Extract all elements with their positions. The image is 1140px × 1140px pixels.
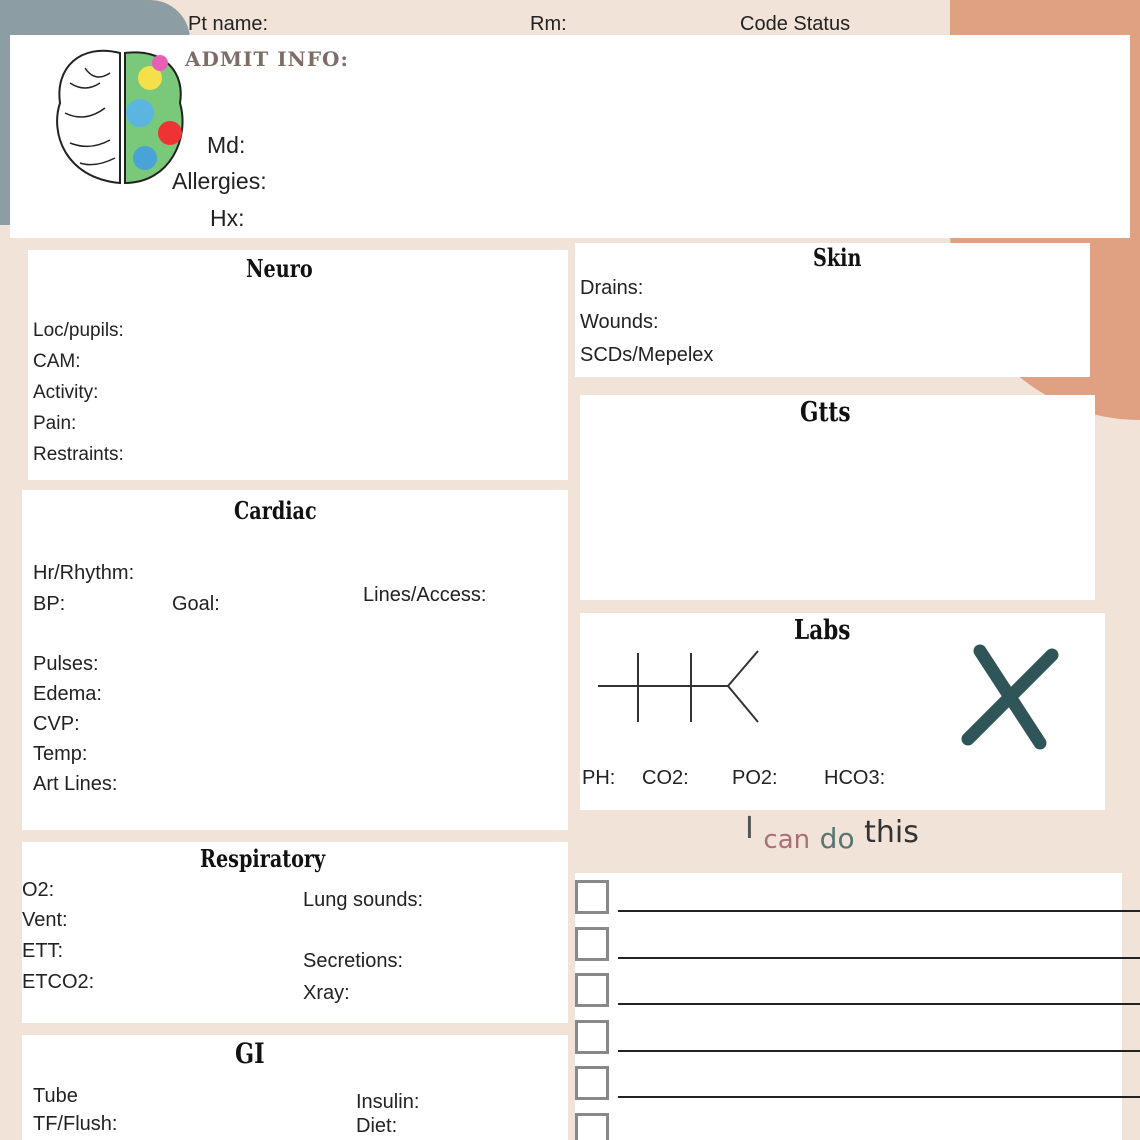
motto-word: I: [745, 811, 754, 846]
cardiac-title: Cardiac: [234, 496, 317, 525]
neuro-field: Restraints:: [33, 444, 124, 465]
diet-label: Diet:: [356, 1115, 398, 1137]
pt-name-label: Pt name:: [188, 13, 269, 35]
secretions-label: Secretions:: [303, 950, 404, 972]
checklist-line[interactable]: [618, 1003, 1140, 1005]
gtts-title: Gtts: [800, 397, 851, 428]
cardiac-field: Temp:: [33, 743, 88, 765]
admit-info-section: [10, 35, 1130, 238]
cardiac-field: Edema:: [33, 683, 102, 705]
goal-label: Goal:: [172, 593, 220, 615]
po2-label: PO2:: [732, 767, 778, 789]
admit-info-title: ADMIT INFO:: [185, 47, 349, 71]
resp-field: Vent:: [22, 909, 68, 931]
motto-text: [745, 811, 919, 855]
insulin-label: Insulin:: [356, 1091, 420, 1113]
hco3-label: HCO3:: [824, 767, 886, 789]
skin-title: Skin: [813, 243, 862, 272]
respiratory-section: [22, 842, 568, 1023]
lung-sounds-label: Lung sounds:: [303, 889, 424, 911]
skin-field: Drains:: [580, 277, 644, 299]
checklist-checkbox[interactable]: [575, 1113, 609, 1140]
resp-field: O2:: [22, 879, 55, 901]
resp-field: ETT:: [22, 940, 64, 962]
checklist-checkbox[interactable]: [575, 1066, 609, 1100]
neuro-title: Neuro: [246, 254, 313, 283]
resp-field: ETCO2:: [22, 971, 95, 993]
lines-access-label: Lines/Access:: [363, 584, 487, 606]
cardiac-field: CVP:: [33, 713, 80, 735]
checklist-line[interactable]: [618, 1050, 1140, 1052]
ph-label: PH:: [582, 767, 616, 789]
lab-fishbone-diagram: [598, 648, 768, 728]
x-mark-icon: [960, 643, 1060, 753]
gi-title: GI: [235, 1037, 265, 1070]
cardiac-field: Art Lines:: [33, 773, 118, 795]
tf-flush-label: TF/Flush:: [33, 1113, 118, 1135]
neuro-field: Activity:: [33, 382, 99, 403]
respiratory-title: Respiratory: [200, 844, 326, 873]
checklist-checkbox[interactable]: [575, 927, 609, 961]
checklist-line[interactable]: [618, 957, 1140, 959]
room-label: Rm:: [530, 13, 567, 35]
md-label: Md:: [207, 132, 246, 158]
checklist-checkbox[interactable]: [575, 1020, 609, 1054]
cardiac-section: [22, 490, 568, 830]
hx-label: Hx:: [210, 205, 245, 231]
tube-label: Tube: [33, 1085, 78, 1107]
motto-word: do: [819, 822, 855, 855]
motto-word: can: [763, 825, 811, 855]
neuro-section: [28, 250, 568, 480]
hr-rhythm-label: Hr/Rhythm:: [33, 562, 135, 584]
checklist-checkbox[interactable]: [575, 973, 609, 1007]
checklist-line[interactable]: [618, 1096, 1140, 1098]
code-status-label: Code Status: [740, 13, 851, 35]
skin-field: SCDs/Mepelex: [580, 344, 714, 366]
allergies-label: Allergies:: [172, 168, 267, 194]
checklist-checkbox[interactable]: [575, 880, 609, 914]
skin-field: Wounds:: [580, 311, 659, 333]
skin-section: [575, 243, 1090, 377]
cardiac-field: Pulses:: [33, 653, 99, 675]
gi-section: [22, 1035, 568, 1140]
bp-label: BP:: [33, 593, 66, 615]
neuro-field: Loc/pupils:: [33, 320, 124, 341]
xray-label: Xray:: [303, 982, 350, 1004]
checklist-line[interactable]: [618, 910, 1140, 912]
co2-label: CO2:: [642, 767, 689, 789]
motto-word: this: [864, 815, 919, 850]
labs-title: Labs: [794, 615, 851, 646]
labs-section: [580, 613, 1105, 810]
gtts-section: [580, 395, 1095, 600]
neuro-field: Pain:: [33, 413, 77, 434]
checklist-section: [575, 873, 1122, 1140]
neuro-field: CAM:: [33, 351, 81, 372]
